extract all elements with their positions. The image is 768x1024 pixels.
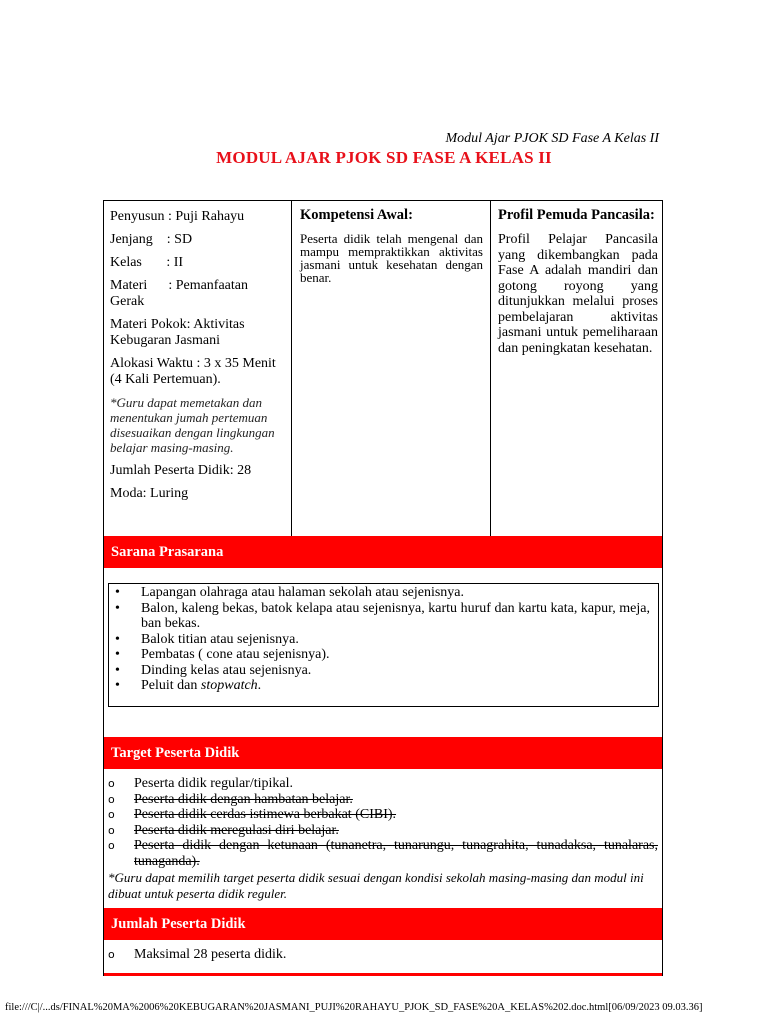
kompetensi-heading: Kompetensi Awal: [300,207,413,223]
file-path-footer: file:///C|/...ds/FINAL%20MA%2006%20KEBUGARAN%20JASMANI_PUJI%20RAHAYU_PJOK_SD_FASE%20A_KELAS%202.doc.html[06/09/2023 09.03.36] [5,1002,703,1013]
bullet-marker: • [115,585,120,600]
list-item: o Peserta didik dengan hambatan belajar. [108,791,353,807]
document-title: MODUL AJAR PJOK SD FASE A KELAS II [216,148,552,167]
circle-marker: o [108,839,115,852]
target-note: *Guru dapat memilih target peserta didik sesuai dengan kondisi sekolah masing-masing dan modul ini dibuat untuk peserta didik reguler. [108,870,644,901]
jenjang-field: Jenjang : SD [110,232,193,247]
running-header: Modul Ajar PJOK SD Fase A Kelas II [445,131,659,146]
target-list [108,776,658,869]
materi-pokok-field: Materi Pokok: Aktivitas Kebugaran Jasmani [110,317,245,348]
penyusun-field: Penyusun : Puji Rahayu [110,209,245,224]
list-item: • Peluit dan stopwatch. [115,678,262,693]
circle-marker: o [108,777,115,790]
list-item: o Peserta didik regular/tipikal. [108,776,294,791]
sarana-prasarana-header: Sarana Prasarana [104,536,662,568]
materi-field: Materi : Pemanfaatan Gerak [110,278,252,309]
list-item: • Pembatas ( cone atau sejenisnya). [115,647,330,662]
list-item: • Dinding kelas atau sejenisnya. [115,662,312,678]
alokasi-waktu-field: Alokasi Waktu : 3 x 35 Menit (4 Kali Pertemuan). [110,356,276,387]
target-section [108,776,658,901]
circle-marker: o [108,792,115,806]
list-item: • Lapangan olahraga atau halaman sekolah atau sejenisnya. [115,585,465,600]
list-item: o Maksimal 28 peserta didik. [108,947,287,962]
target-peserta-header: Target Peserta Didik [104,737,662,769]
bullet-marker: • [115,678,120,693]
circle-marker: o [108,948,115,961]
list-item: • Balok titian atau sejenisnya. [115,631,299,647]
module-info-column [104,201,292,536]
bullet-marker: • [115,647,120,662]
jumlah-section [108,947,658,963]
bullet-marker: • [115,600,120,616]
bullet-marker: • [115,631,120,647]
list-item: • Balon, kaleng bekas, batok kelapa atau sejenisnya, kartu huruf dan kartu kata, kapur, meja, ban bekas. [115,600,650,631]
module-table [103,200,663,976]
list-item: o Peserta didik dengan ketunaan (tunanetra, tunarungu, tunagrahita, tunadaksa, tunalaras, tunaganda). [108,838,658,869]
sarana-list-box [108,583,659,707]
profil-pancasila-column [491,201,664,536]
jumlah-peserta-field: Jumlah Peserta Didik: 28 [110,463,252,478]
section-divider [104,973,662,976]
circle-marker: o [108,823,115,837]
list-item: o Peserta didik meregulasi diri belajar. [108,822,339,838]
jumlah-peserta-header: Jumlah Peserta Didik [104,908,662,940]
list-item: o Peserta didik cerdas istimewa berbakat (CIBI). [108,807,397,822]
sarana-list [115,585,650,694]
circle-marker: o [108,808,115,821]
teacher-note: *Guru dapat memetakan dan menentukan jumah pertemuan disesuaikan dengan lingkungan belajar masing-masing. [110,395,275,455]
profil-text: Profil Pelajar Pancasila yang dikembangkan pada Fase A adalah mandiri dan gotong royong yang ditunjukkan melalui proses pembelajaran aktivitas jasmani untuk pemeliharaan dan peningkatan kesehatan. [498,232,658,356]
profil-heading: Profil Pemuda Pancasila: [498,207,655,223]
kelas-field: Kelas : II [110,255,184,270]
moda-field: Moda: Luring [110,486,189,501]
bullet-marker: • [115,662,120,678]
kompetensi-text: Peserta didik telah mengenal dan mampu mempraktikkan aktivitas jasmani untuk kesehatan dengan benar. [300,231,483,285]
jumlah-list [108,947,658,963]
kompetensi-awal-column [292,201,491,536]
